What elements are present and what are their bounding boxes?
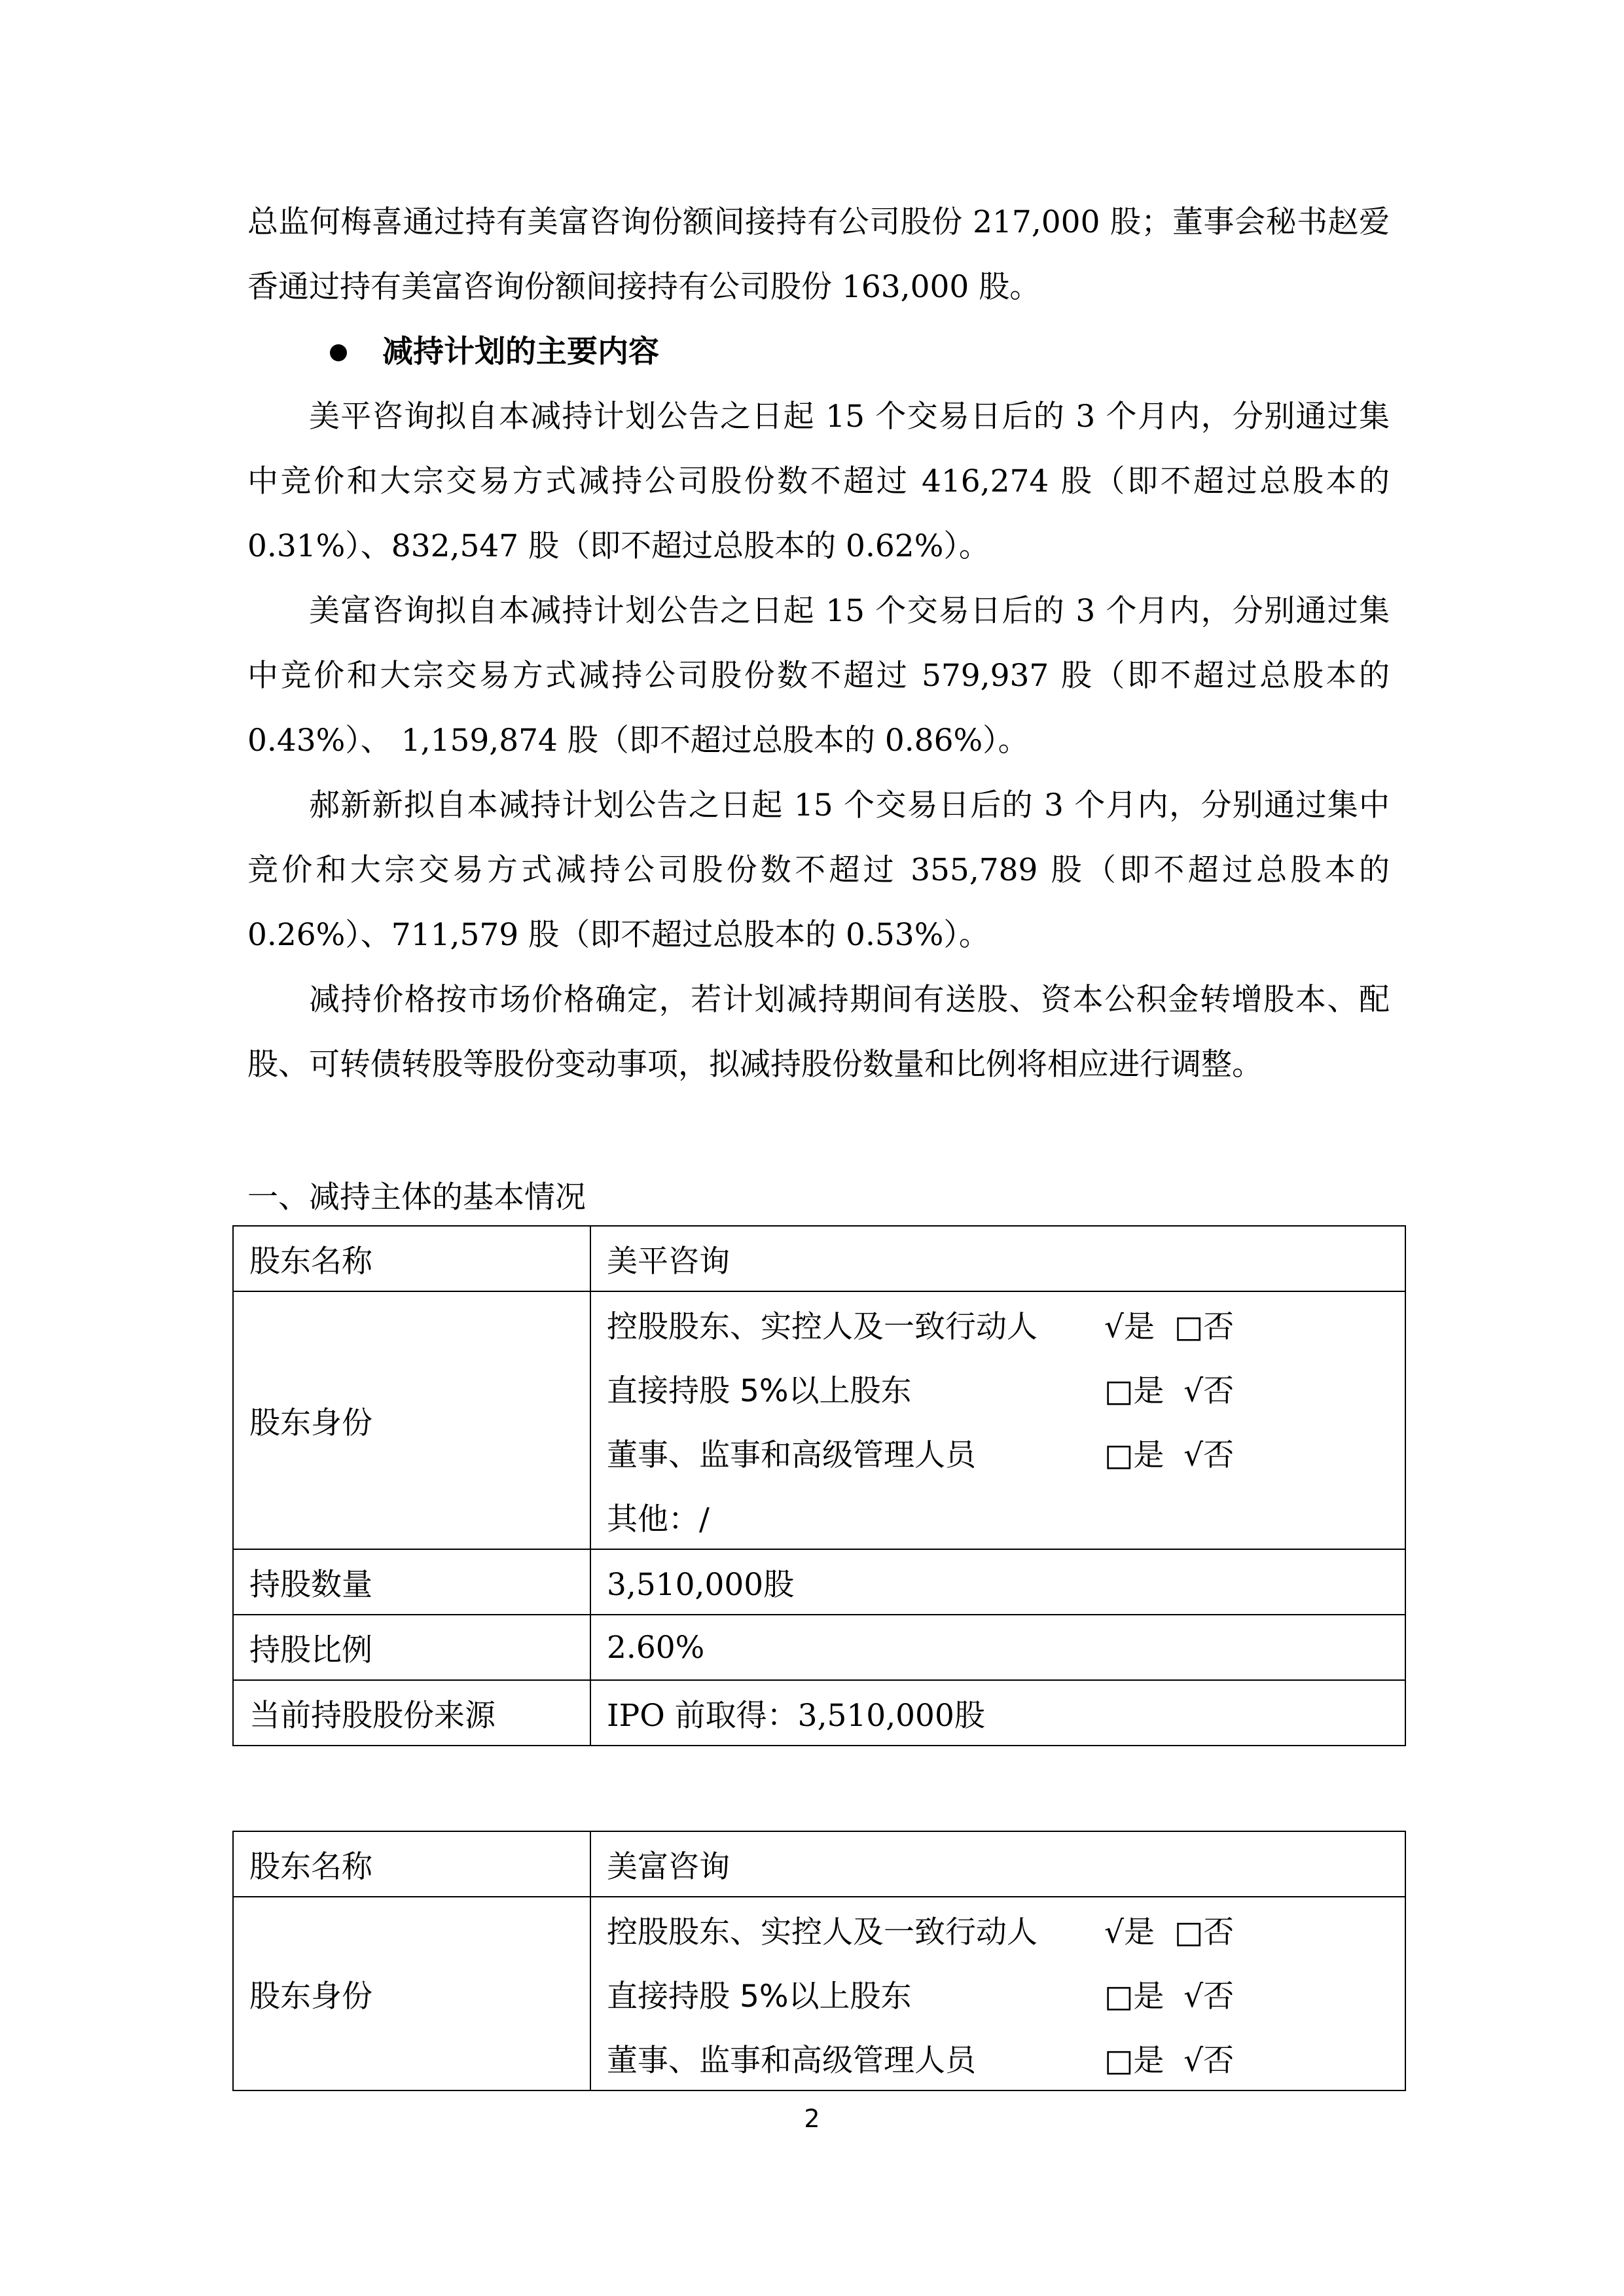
shareholder-table-2: [232, 1831, 1406, 2091]
body-text: [247, 190, 1390, 1097]
table-row: [233, 1291, 1405, 1549]
name-value: 美富咨询: [590, 1831, 1405, 1897]
role-line: [607, 2026, 1389, 2090]
role-label: 控股股东、实控人及一致行动人: [607, 1914, 1038, 1950]
shareholder-table-1: [232, 1225, 1406, 1746]
table-row: [233, 1615, 1405, 1680]
role-line: [607, 1420, 1389, 1484]
ratio-value: 2.60%: [590, 1615, 1405, 1680]
role-check: √是 □否: [1104, 1308, 1235, 1345]
table-row: [233, 1897, 1405, 2090]
role-line: [607, 1292, 1389, 1356]
role-other: 其他：/: [607, 1501, 710, 1537]
role-check: √是 □否: [1104, 1914, 1235, 1950]
ratio-label: 持股比例: [233, 1615, 590, 1680]
paragraph-price: 减持价格按市场价格确定，若计划减持期间有送股、资本公积金转增股本、配股、可转债转股等股份变动事项，拟减持股份数量和比例将相应进行调整。: [247, 982, 1390, 1083]
paragraph-meiping: 美平咨询拟自本减持计划公告之日起 15 个交易日后的 3 个月内，分别通过集中竞价和大宗交易方式减持公司股份数不超过 416,274 股（即不超过总股本的 0.31%）、832,547 股（即不超过总股本的 0.62%）。: [247, 399, 1390, 564]
source-value: IPO 前取得：3,510,000股: [590, 1680, 1405, 1746]
page-number: 2: [804, 2104, 820, 2133]
role-label: 直接持股 5%以上股东: [607, 1372, 912, 1409]
paragraph-haoxinxin: 郝新新拟自本减持计划公告之日起 15 个交易日后的 3 个月内，分别通过集中竞价和大宗交易方式减持公司股份数不超过 355,789 股（即不超过总股本的 0.26%）、711,579 股（即不超过总股本的 0.53%）。: [247, 787, 1390, 953]
role-label: 控股股东、实控人及一致行动人: [607, 1308, 1038, 1345]
section-title: 一、减持主体的基本情况: [247, 1179, 586, 1215]
bullet-heading-text: 减持计划的主要内容: [382, 334, 659, 370]
role-check: □是 √否: [1104, 1978, 1235, 2015]
table-row: [233, 1226, 1405, 1291]
table-row: [233, 1680, 1405, 1746]
role-line: [607, 1962, 1389, 2026]
name-value: 美平咨询: [590, 1226, 1405, 1291]
role-check: □是 √否: [1104, 2042, 1235, 2079]
shares-label: 持股数量: [233, 1549, 590, 1615]
role-label: 董事、监事和高级管理人员: [607, 1437, 976, 1473]
role-check: □是 √否: [1104, 1437, 1235, 1473]
paragraph-meifu: 美富咨询拟自本减持计划公告之日起 15 个交易日后的 3 个月内，分别通过集中竞价和大宗交易方式减持公司股份数不超过 579,937 股（即不超过总股本的 0.43%）、 1,159,874 股（即不超过总股本的 0.86%）。: [247, 593, 1390, 759]
shares-value: 3,510,000股: [590, 1549, 1405, 1615]
bullet-dot-icon: [330, 344, 347, 361]
table-row: [233, 1831, 1405, 1897]
role-label: 董事、监事和高级管理人员: [607, 2042, 976, 2079]
identity-value: [590, 1897, 1405, 2090]
role-line: [607, 1356, 1389, 1420]
role-check: □是 √否: [1104, 1372, 1235, 1409]
identity-label: 股东身份: [233, 1897, 590, 2090]
name-label: 股东名称: [233, 1226, 590, 1291]
paragraph-continuation: 总监何梅喜通过持有美富咨询份额间接持有公司股份 217,000 股；董事会秘书赵爱香通过持有美富咨询份额间接持有公司股份 163,000 股。: [247, 204, 1390, 305]
identity-value: [590, 1291, 1405, 1549]
table-row: [233, 1549, 1405, 1615]
role-line: [607, 1897, 1389, 1962]
bullet-heading: [247, 319, 1390, 384]
role-label: 直接持股 5%以上股东: [607, 1978, 912, 2015]
source-label: 当前持股股份来源: [233, 1680, 590, 1746]
name-label: 股东名称: [233, 1831, 590, 1897]
identity-label: 股东身份: [233, 1291, 590, 1549]
